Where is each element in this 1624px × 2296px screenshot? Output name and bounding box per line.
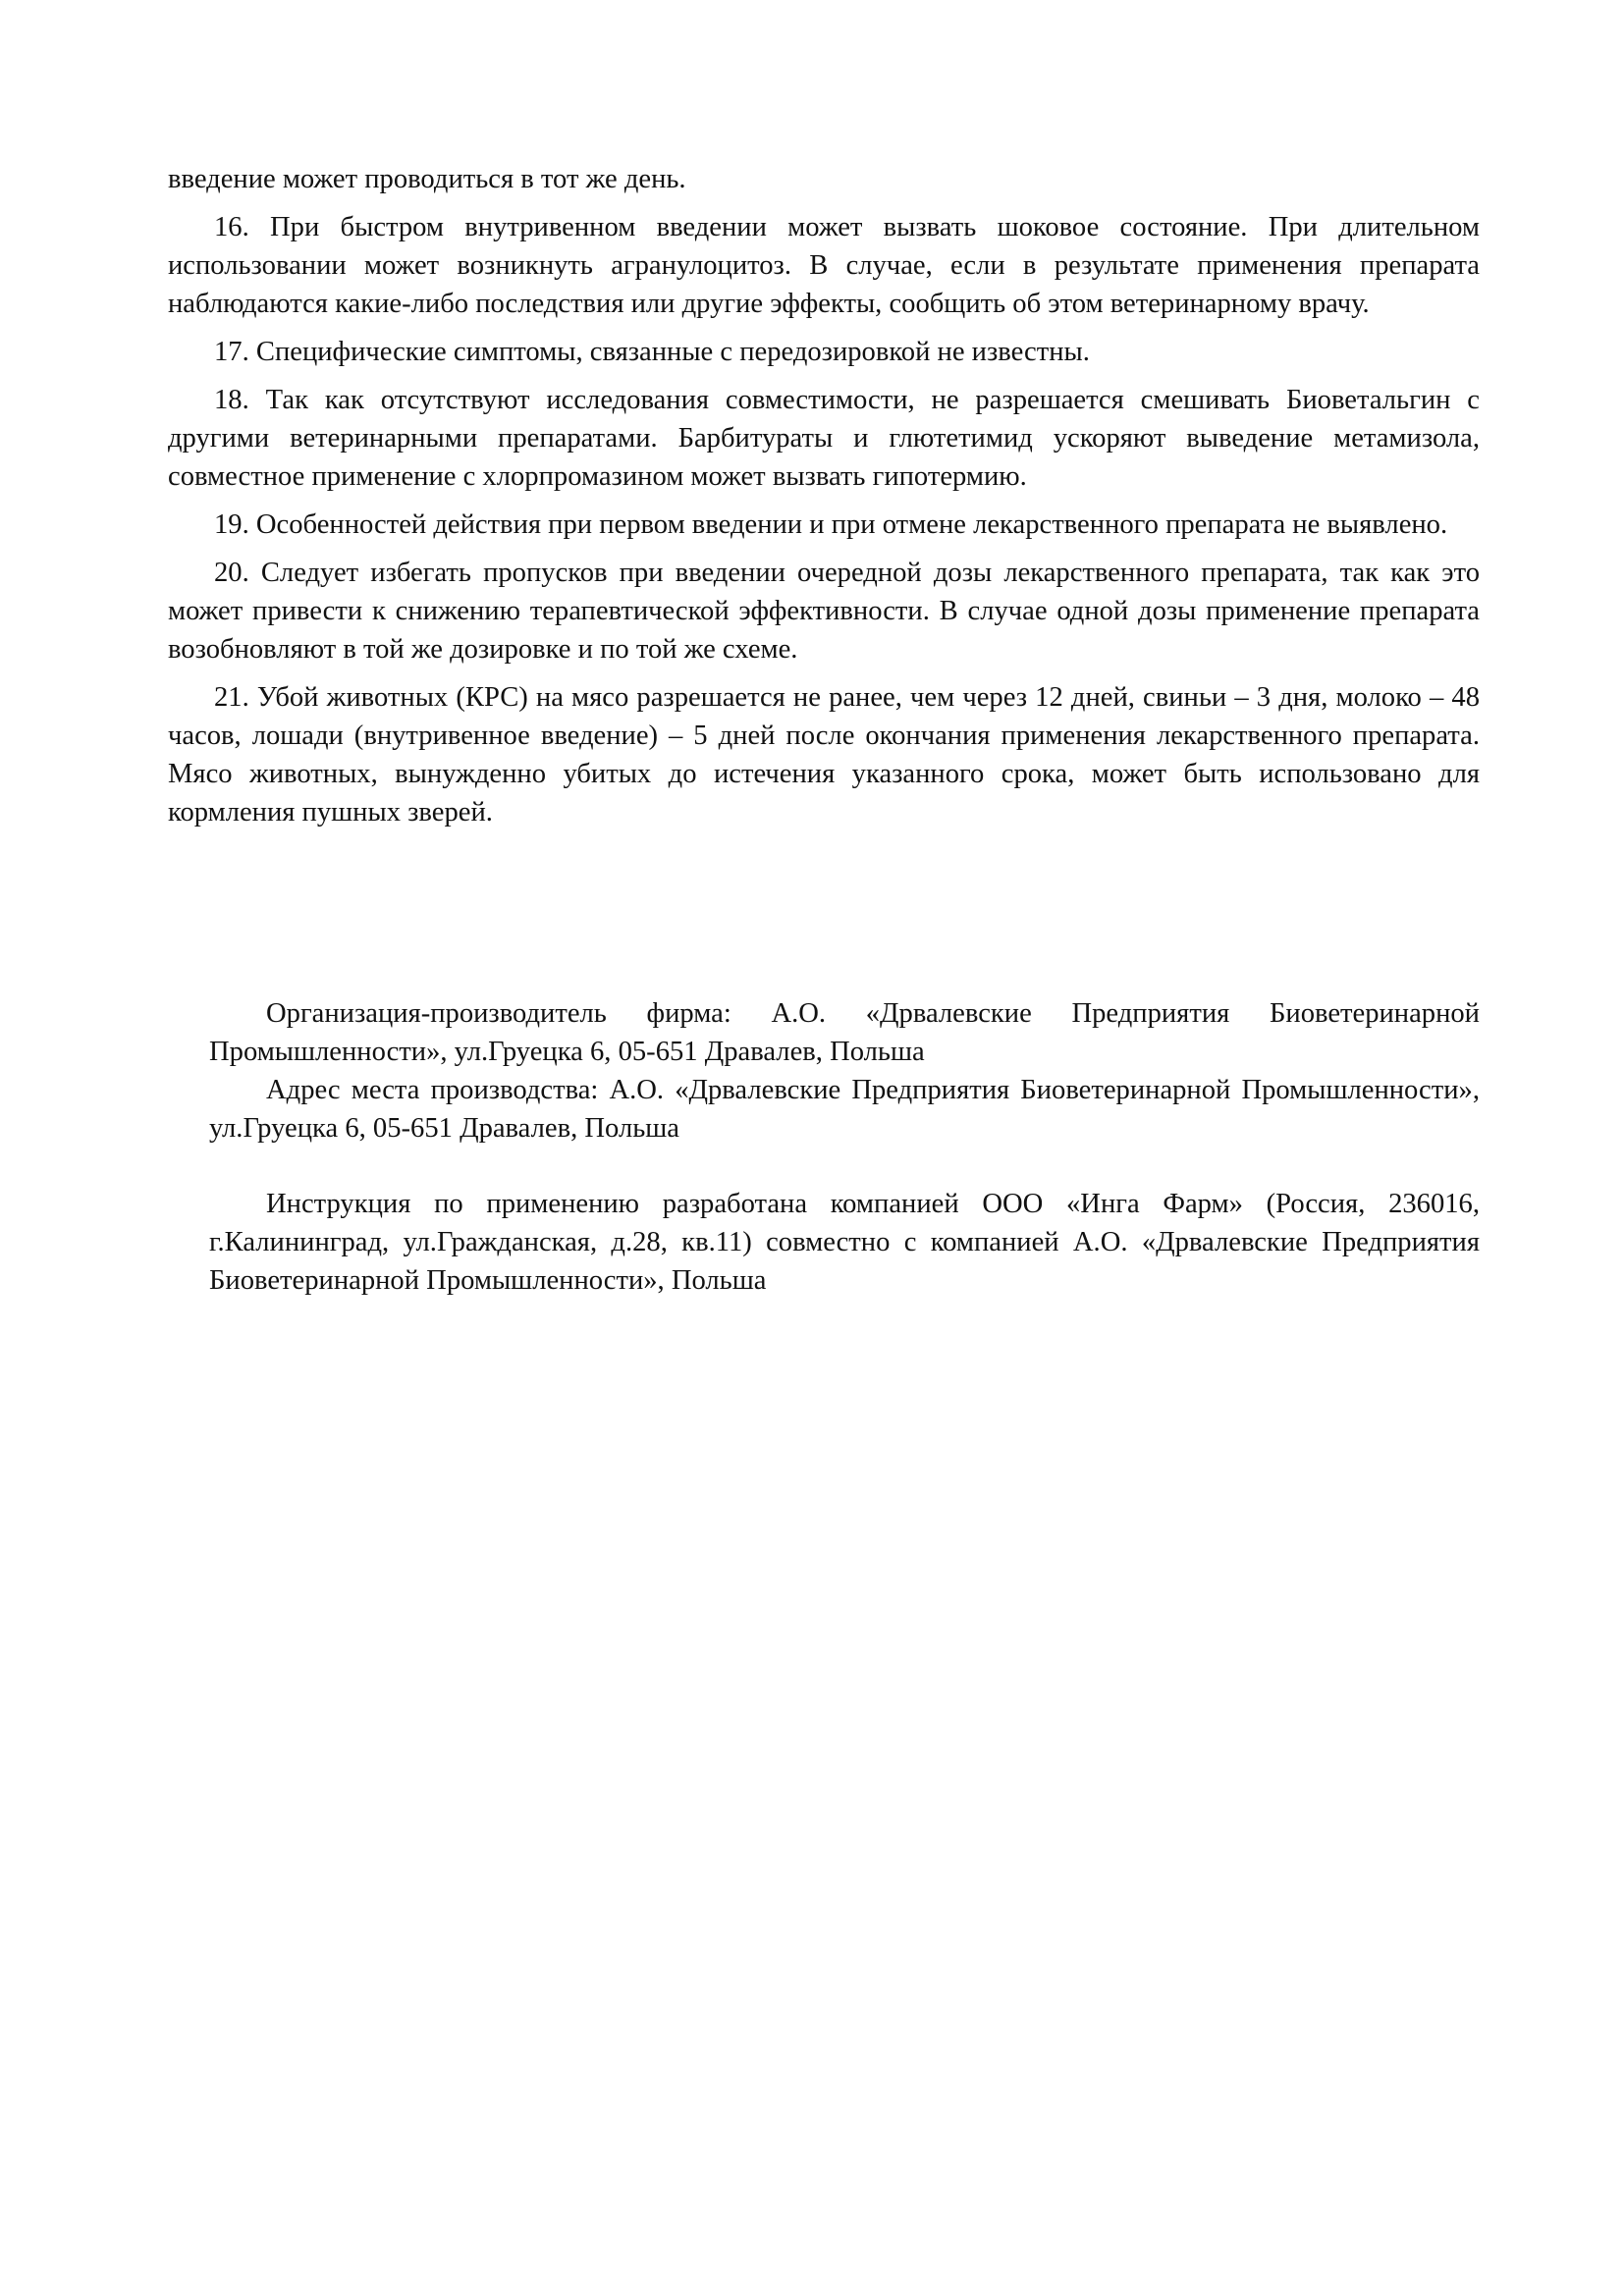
manufacturer-text: Организация-производитель фирма: А.О. «Дрвалевские Предприятия Биоветеринарной Промышленности», ул.Груецка 6, 05-651 Дравалев, Польша [209,998,1480,1067]
paragraph-21: 21. Убой животных (КРС) на мясо разрешается не ранее, чем через 12 дней, свиньи – 3 дня, молоко – 48 часов, лошади (внутривенное введение) – 5 дней после окончания применения лекарственного препарата. Мясо животных, вынужденно убитых до истечения указанного срока, может быть использовано для кормления пушных зверей. [168,682,1480,828]
paragraph-16: 16. При быстром внутривенном введении может вызвать шоковое состояние. При длительном использовании может возникнуть агранулоцитоз. В случае, если в результате применения препарата наблюдаются какие-либо последствия или другие эффекты, сообщить об этом ветеринарному врачу. [168,212,1480,319]
instruction-note-text: Инструкция по применению разработана компанией ООО «Инга Фарм» (Россия, 236016, г.Калининград, ул.Гражданская, д.28, кв.11) совместно с компанией А.О. «Дрвалевские Предприятия Биоветеринарной Промышленности», Польша [209,1189,1480,1296]
paragraph-20: 20. Следует избегать пропусков при введении очередной дозы лекарственного препарата, так как это может привести к снижению терапевтической эффективности. В случае одной дозы применение препарата возобновляют в той же дозировке и по той же схеме. [168,558,1480,665]
paragraph-18: 18. Так как отсутствуют исследования совместимости, не разрешается смешивать Биоветальгин с другими ветеринарными препаратами. Барбитураты и глютетимид ускоряют выведение метамизола, совместное применение с хлорпромазином может вызвать гипотермию. [168,385,1480,492]
paragraph-17: 17. Специфические симптомы, связанные с передозировкой не известны. [214,337,1090,367]
manufacturer-block [209,994,1480,1148]
document-body [168,160,1480,841]
paragraph-19: 19. Особенностей действия при первом введении и при отмене лекарственного препарата не выявлено. [214,509,1448,540]
production-address-text: Адрес места производства: А.О. «Дрвалевские Предприятия Биоветеринарной Промышленности», ул.Груецка 6, 05-651 Дравалев, Польша [209,1075,1480,1144]
instruction-note-block [209,1185,1480,1300]
paragraph-continuation: введение может проводиться в тот же день. [168,164,686,194]
